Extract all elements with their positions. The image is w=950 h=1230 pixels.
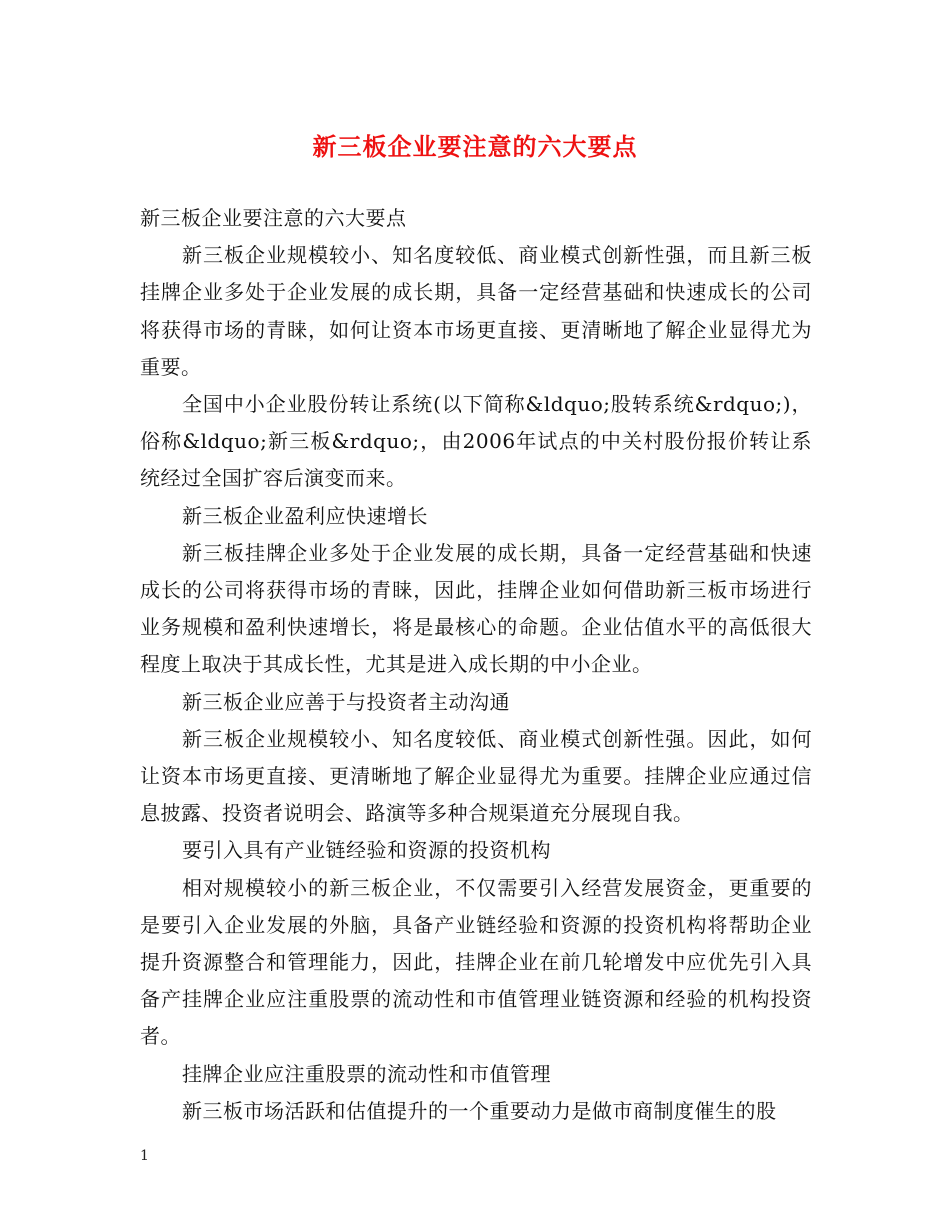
document-title: 新三板企业要注意的六大要点 [312, 132, 638, 161]
paragraph-heading: 新三板企业要注意的六大要点 [140, 206, 407, 230]
paragraph-communication: 新三板企业规模较小、知名度较低、商业模式创新性强。因此，如何让资本市场更直接、更清晰地了解企业显得尤为重要。挂牌企业应通过信息披露、投资者说明会、路演等多种合规渠道充分展现自我。 [140, 726, 812, 826]
paragraph-growth: 新三板挂牌企业多处于企业发展的成长期，具备一定经营基础和快速成长的公司将获得市场的青睐，因此，挂牌企业如何借助新三板市场进行业务规模和盈利快速增长，将是最核心的命题。企业估值水平的高低很大程度上取决于其成长性，尤其是进入成长期的中小企业。 [140, 540, 812, 677]
section-heading-liquidity: 挂牌企业应注重股票的流动性和市值管理 [182, 1061, 551, 1086]
paragraph-intro: 新三板企业规模较小、知名度较低、商业模式创新性强，而且新三板挂牌企业多处于企业发展的成长期，具备一定经营基础和快速成长的公司将获得市场的青睐，如何让资本市场更直接、更清晰地了解企业显得尤为重要。 [140, 243, 812, 379]
document-body [140, 200, 812, 1130]
section-heading-communication: 新三板企业应善于与投资者主动沟通 [182, 689, 510, 714]
page-number: 1 [140, 1148, 149, 1164]
section-heading-investors: 要引入具有产业链经验和资源的投资机构 [182, 838, 551, 863]
paragraph-liquidity: 新三板市场活跃和估值提升的一个重要动力是做市商制度催生的股 [182, 1098, 777, 1123]
paragraph-background: 全国中小企业股份转让系统(以下简称&ldquo;股转系统&rdquo;)，俗称&ldquo;新三板&rdquo;，由2006年试点的中关村股份报价转让系统经过全国扩容后演变而来。 [140, 392, 812, 491]
paragraph-investors: 相对规模较小的新三板企业，不仅需要引入经营发展资金，更重要的是要引入企业发展的外脑，具备产业链经验和资源的投资机构将帮助企业提升资源整合和管理能力，因此，挂牌企业在前几轮增发中应优先引入具备产挂牌企业应注重股票的流动性和市值管理业链资源和经验的机构投资者。 [140, 875, 812, 1049]
section-heading-growth: 新三板企业盈利应快速增长 [182, 503, 428, 528]
